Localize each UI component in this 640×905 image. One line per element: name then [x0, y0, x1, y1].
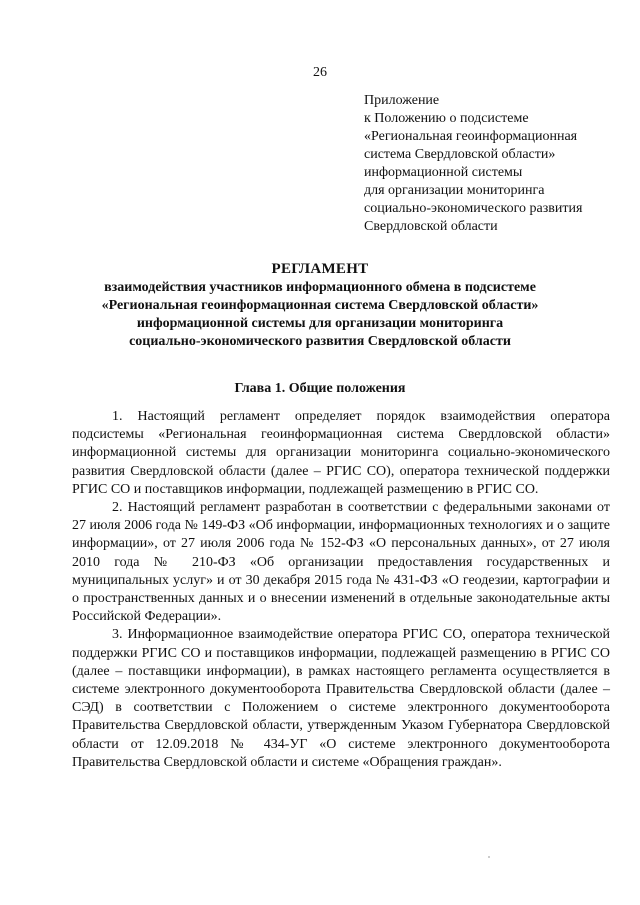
appendix-line: Свердловской области — [364, 219, 498, 234]
paragraph-1: 1. Настоящий регламент определяет порядок взаимодействия оператора подсистемы «Региональная геоинформационная система Свердловской области» информационной системы для организации мониторинга социально-экономического развития Свердловской области (далее – РГИС СО), оператора технической поддержки РГИС СО и поставщиков информации, подлежащей размещению в РГИС СО. — [72, 409, 610, 497]
subtitle-line: социально-экономического развития Свердловской области — [129, 334, 511, 349]
document-title: РЕГЛАМЕНТ — [271, 261, 369, 277]
body-text — [72, 408, 610, 772]
appendix-block — [364, 92, 634, 236]
appendix-line: «Региональная геоинформационная — [364, 129, 578, 144]
scan-speck — [488, 856, 490, 858]
appendix-line: к Положению о подсистеме — [364, 111, 529, 126]
subtitle-line: взаимодействия участников информационного обмена в подсистеме — [104, 280, 536, 295]
appendix-line: Приложение — [364, 93, 440, 108]
appendix-line: информационной системы — [364, 165, 523, 180]
subtitle-line: информационной системы для организации мониторинга — [136, 316, 504, 331]
document-subtitle — [60, 279, 580, 351]
paragraph-2: 2. Настоящий регламент разработан в соответствии с федеральными законами от 27 июля 2006 года № 149-ФЗ «Об информации, информационных технологиях и о защите информации», от 27 июля 2006 года № 152-ФЗ «О персональных данных», от 27 июля 2010 года № 210-ФЗ «Об организации предоставления государственных и муниципальных услуг» и от 30 декабря 2015 года № 431-ФЗ «О геодезии, картографии и о пространственных данных и о внесении изменений в отдельные законодательные акты Российской Федерации». — [72, 500, 610, 625]
page-number: 26 — [313, 65, 327, 80]
chapter-heading: Глава 1. Общие положения — [234, 381, 406, 396]
appendix-line: для организации мониторинга — [364, 183, 545, 198]
appendix-line: социально-экономического развития — [364, 201, 583, 216]
paragraph-3: 3. Информационное взаимодействие оператора РГИС СО, оператора технической поддержки РГИС СО и поставщиков информации, подлежащей размещению в РГИС СО (далее – поставщики информации), в рамках настоящего регламента осуществляется в системе электронного документооборота Правительства Свердловской области (далее – СЭД) в соответствии с Положением о системе электронного документооборота Правительства Свердловской области, утвержденным Указом Губернатора Свердловской области от 12.09.2018 № 434-УГ «О системе электронного документооборота Правительства Свердловской области и системе «Обращения граждан». — [72, 627, 610, 770]
appendix-line: система Свердловской области» — [364, 147, 556, 162]
subtitle-line: «Региональная геоинформационная система Свердловской области» — [101, 298, 539, 313]
